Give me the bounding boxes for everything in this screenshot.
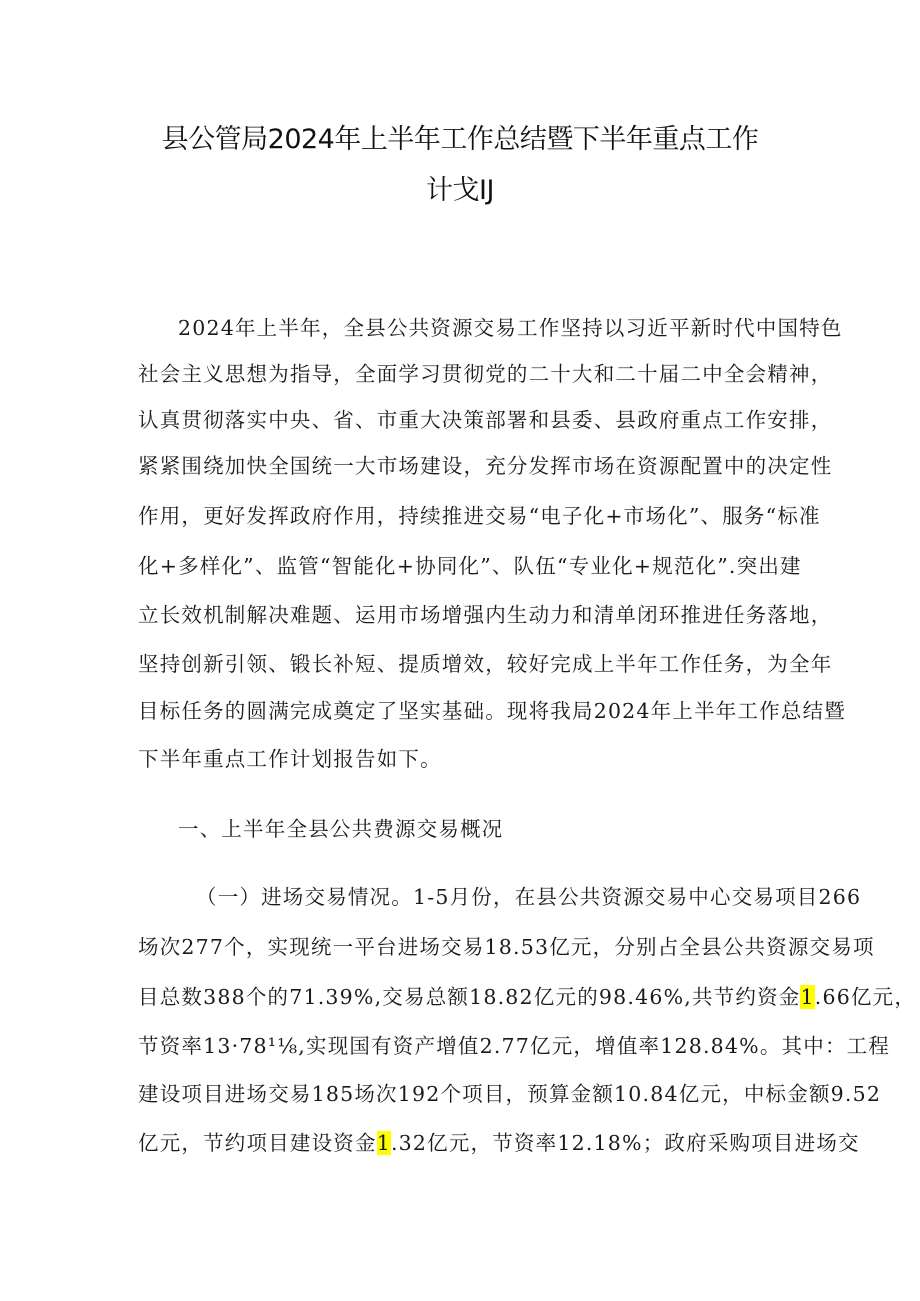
intro-line: 2024年上半年，全县公共资源交易工作坚持以习近平新时代中国特色	[178, 316, 843, 340]
text-run: .32亿元，节资率12.18%；政府采购项目进场交	[390, 1131, 860, 1155]
paragraph-line: （一）进场交易情况。1-5月份，在县公共资源交易中心交易项目266	[196, 885, 862, 909]
intro-line: 作用，更好发挥政府作用，持续推进交易“电子化+市场化”、服务“标准	[138, 504, 821, 528]
paragraph-line	[138, 1126, 860, 1156]
document-title-line1: 县公管局2024年上半年工作总结暨下半年重点工作	[161, 124, 759, 155]
intro-line: 下半年重点工作计划报告如下。	[138, 747, 442, 771]
section-heading: 一、上半年全县公共费源交易概况	[178, 817, 504, 841]
intro-line: 认真贯彻落实中央、省、市重大决策部署和县委、县政府重点工作安排，	[138, 408, 833, 432]
intro-line: 社会主义思想为指导，全面学习贯彻党的二十大和二十届二中全会精神，	[138, 362, 833, 386]
paragraph-line: 建设项目进场交易185场次192个项目，预算金额10.84亿元，中标金额9.52	[138, 1082, 882, 1106]
intro-line: 紧紧围绕加快全国统一大市场建设，充分发挥市场在资源配置中的决定性	[138, 454, 833, 478]
text-run: 亿元，节约项目建设资金	[138, 1131, 377, 1155]
document-title-line2: 计戈IJ	[426, 175, 494, 206]
intro-line: 化+多样化”、监管“智能化+协同化”、队伍“专业化+规范化”.突出建	[138, 554, 802, 578]
intro-line: 立长效机制解决难题、运用市场增强内生动力和清单闭环推进任务落地，	[138, 603, 833, 627]
paragraph-line: 节资率13·78¹⅛,实现国有资产增值2.77亿元，增值率128.84%。其中：工程	[138, 1034, 891, 1058]
intro-line: 坚持创新引领、锻长补短、提质增效，较好完成上半年工作任务，为全年	[138, 652, 833, 676]
intro-line: 目标任务的圆满完成奠定了坚实基础。现将我局2024年上半年工作总结暨	[138, 699, 846, 723]
paragraph-line: 场次277个，实现统一平台进场交易18.53亿元，分别占全县公共资源交易项	[138, 935, 875, 959]
highlighted-text: 1	[376, 1131, 391, 1155]
paragraph-line	[138, 980, 917, 1010]
highlighted-text: 1	[800, 985, 815, 1009]
text-run: .66亿元，	[814, 985, 917, 1009]
text-run: 目总数388个的71.39%,交易总额18.82亿元的98.46%,共节约资金	[138, 985, 801, 1009]
